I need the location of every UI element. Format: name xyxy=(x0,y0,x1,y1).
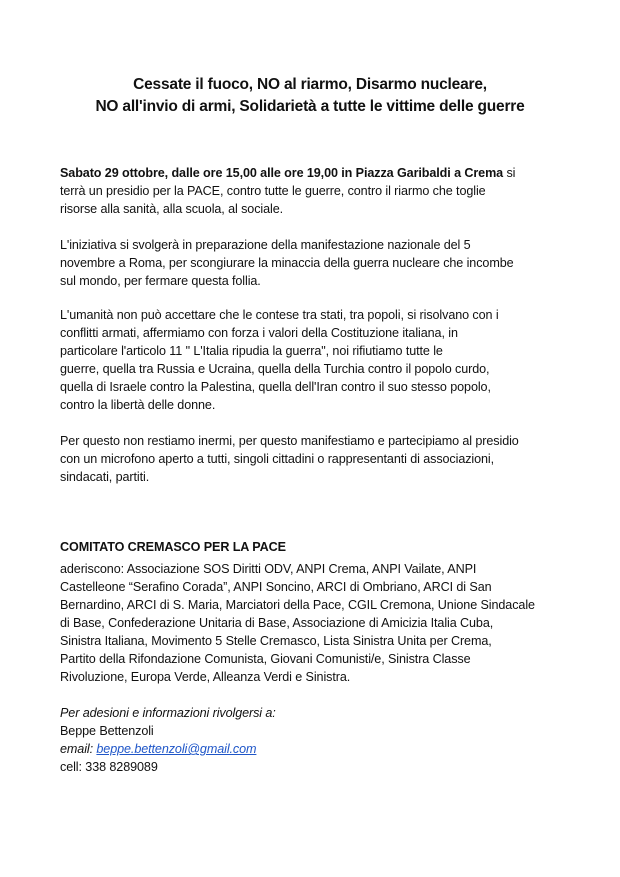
email-label: email: xyxy=(60,742,93,756)
contact-block xyxy=(60,704,580,776)
title-line-2: NO all'invio di armi, Solidarietà a tutte le vittime delle guerre xyxy=(95,98,525,115)
paragraph-line: quella di Israele contro la Palestina, quella dell'Iran contro il suo stesso popolo, xyxy=(60,380,491,394)
adherents-line: Rivoluzione, Europa Verde, Alleanza Verdi e Sinistra. xyxy=(60,670,351,684)
paragraph-initiative xyxy=(60,236,580,290)
paragraph-line: novembre a Roma, per scongiurare la minaccia della guerra nucleare che incombe xyxy=(60,256,514,270)
adherents-list xyxy=(60,560,580,686)
adherents-line: di Base, Confederazione Unitaria di Base, Associazione di Amicizia Italia Cuba, xyxy=(60,616,494,630)
paragraph-line: guerre, quella tra Russia e Ucraina, quella della Turchia contro il popolo curdo, xyxy=(60,362,490,376)
paragraph-line: L'iniziativa si svolgerà in preparazione della manifestazione nazionale del 5 xyxy=(60,238,471,252)
adherents-line: Castelleone “Serafino Corada”, ANPI Soncino, ARCI di Ombriano, ARCI di San xyxy=(60,580,492,594)
paragraph-line: terrà un presidio per la PACE, contro tutte le guerre, contro il riarmo che toglie xyxy=(60,184,486,198)
contact-name: Beppe Bettenzoli xyxy=(60,724,154,738)
adherents-line: aderiscono: Associazione SOS Diritti ODV, ANPI Crema, ANPI Vailate, ANPI xyxy=(60,562,477,576)
paragraph-line: sindacati, partiti. xyxy=(60,470,150,484)
adherents-line: Sinistra Italiana, Movimento 5 Stelle Cremasco, Lista Sinistra Unita per Crema, xyxy=(60,634,492,648)
paragraph-line: conflitti armati, affermiamo con forza i valori della Costituzione italiana, in xyxy=(60,326,458,340)
contact-email-line xyxy=(60,740,580,758)
paragraph-line: con un microfono aperto a tutti, singoli cittadini o rappresentanti di associazioni, xyxy=(60,452,495,466)
paragraph-line: sul mondo, per fermare questa follia. xyxy=(60,274,261,288)
committee-title: COMITATO CREMASCO PER LA PACE xyxy=(60,540,286,554)
adherents-line: Partito della Rifondazione Comunista, Giovani Comunisti/e, Sinistra Classe xyxy=(60,652,471,666)
email-link[interactable]: beppe.bettenzoli@gmail.com xyxy=(96,742,257,756)
contact-cell: cell: 338 8289089 xyxy=(60,760,158,774)
contact-intro: Per adesioni e informazioni rivolgersi a: xyxy=(60,706,276,720)
paragraph-line: Per questo non restiamo inermi, per questo manifestiamo e partecipiamo al presidio xyxy=(60,434,519,448)
paragraph-line: contro la libertà delle donne. xyxy=(60,398,216,412)
adherents-line: Bernardino, ARCI di S. Maria, Marciatori della Pace, CGIL Cremona, Unione Sindacale xyxy=(60,598,535,612)
title-line-1: Cessate il fuoco, NO al riarmo, Disarmo nucleare, xyxy=(133,76,487,93)
paragraph-line xyxy=(60,164,580,182)
paragraph-call-to-action xyxy=(60,432,580,486)
event-date-place: Sabato 29 ottobre, dalle ore 15,00 alle ore 19,00 in Piazza Garibaldi a Crema xyxy=(60,166,504,180)
document-title xyxy=(40,74,580,118)
paragraph-line: risorse alla sanità, alla scuola, al sociale. xyxy=(60,202,283,216)
event-line-rest: si xyxy=(503,166,516,180)
paragraph-humanity xyxy=(60,306,580,414)
paragraph-line: particolare l'articolo 11 " L'Italia ripudia la guerra", noi rifiutiamo tutte le xyxy=(60,344,443,358)
paragraph-line: L'umanità non può accettare che le contese tra stati, tra popoli, si risolvano con i xyxy=(60,308,499,322)
paragraph-event-announcement xyxy=(60,164,580,218)
